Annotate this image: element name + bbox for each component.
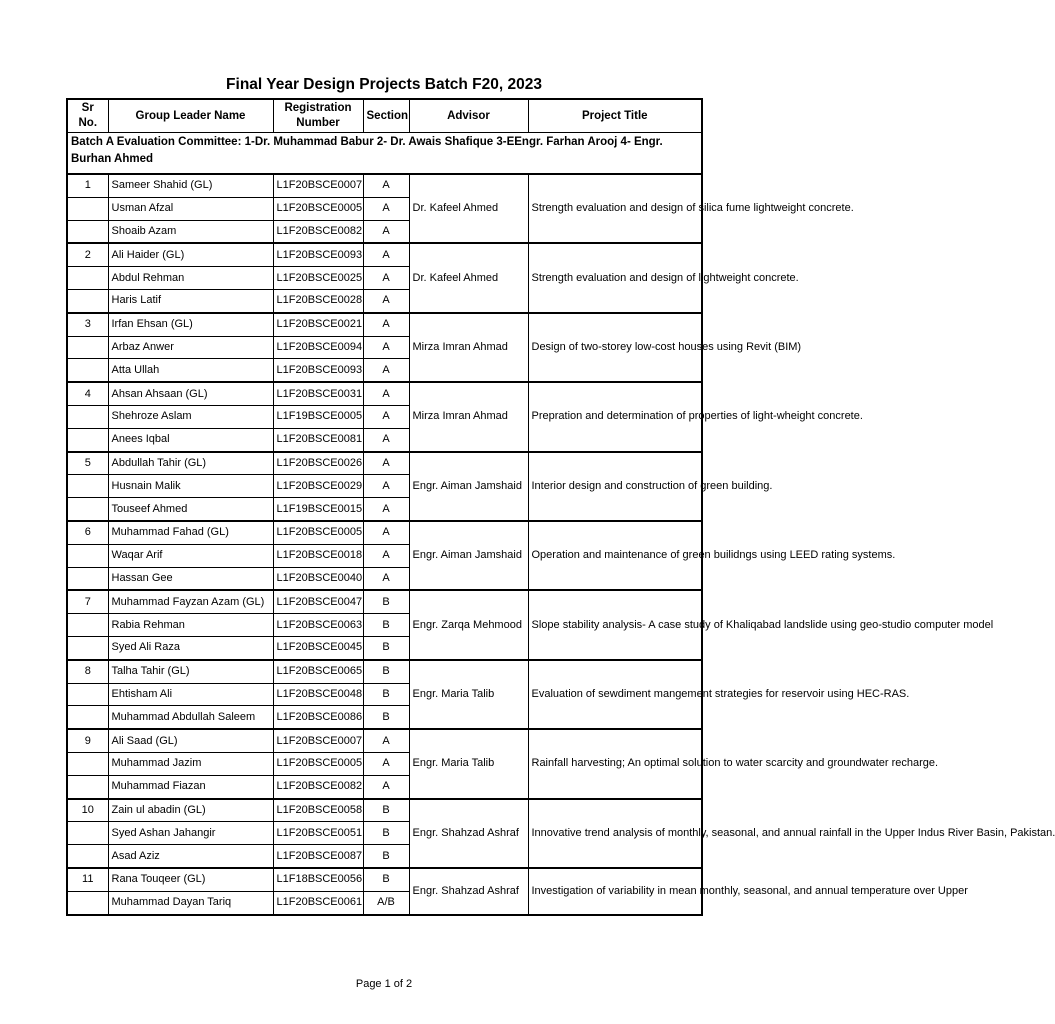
project-title-cell: Design of two-storey low-cost houses using Revit (BIM)	[528, 313, 702, 382]
advisor-cell: Engr. Maria Talib	[409, 729, 528, 798]
section-cell: A	[363, 521, 409, 544]
section-cell: A	[363, 289, 409, 312]
sr-no-empty-cell	[67, 336, 108, 359]
member-name-cell: Asad Aziz	[108, 845, 273, 868]
registration-cell: L1F20BSCE0063	[273, 614, 363, 637]
table-row	[67, 452, 702, 475]
section-cell: A	[363, 567, 409, 590]
registration-cell: L1F20BSCE0082	[273, 220, 363, 243]
registration-cell: L1F20BSCE0065	[273, 660, 363, 683]
member-name-cell: Rana Touqeer (GL)	[108, 868, 273, 891]
table-row	[67, 243, 702, 266]
advisor-cell: Engr. Maria Talib	[409, 660, 528, 729]
advisor-cell: Mirza Imran Ahmad	[409, 382, 528, 451]
section-cell: B	[363, 614, 409, 637]
member-name-cell: Sameer Shahid (GL)	[108, 174, 273, 197]
registration-cell: L1F20BSCE0093	[273, 359, 363, 382]
sr-no-empty-cell	[67, 220, 108, 243]
member-name-cell: Abdul Rehman	[108, 267, 273, 290]
registration-cell: L1F20BSCE0094	[273, 336, 363, 359]
registration-cell: L1F20BSCE0007	[273, 729, 363, 752]
registration-cell: L1F20BSCE0007	[273, 174, 363, 197]
registration-cell: L1F20BSCE0058	[273, 799, 363, 822]
sr-no-empty-cell	[67, 636, 108, 659]
member-name-cell: Shoaib Azam	[108, 220, 273, 243]
registration-cell: L1F20BSCE0026	[273, 452, 363, 475]
sr-no-empty-cell	[67, 289, 108, 312]
member-name-cell: Shehroze Aslam	[108, 405, 273, 428]
member-name-cell: Zain ul abadin (GL)	[108, 799, 273, 822]
project-title-cell: Evaluation of sewdiment mangement strategies for reservoir using HEC-RAS.	[528, 660, 702, 729]
registration-cell: L1F20BSCE0081	[273, 428, 363, 451]
header-project-title: Project Title	[528, 99, 702, 133]
registration-cell: L1F20BSCE0021	[273, 313, 363, 336]
sr-no-cell: 5	[67, 452, 108, 475]
sr-no-empty-cell	[67, 775, 108, 798]
section-cell: A	[363, 544, 409, 567]
table-row	[67, 729, 702, 752]
section-cell: A	[363, 475, 409, 498]
section-cell: A	[363, 220, 409, 243]
section-cell: A	[363, 452, 409, 475]
section-cell: A	[363, 498, 409, 521]
member-name-cell: Syed Ashan Jahangir	[108, 822, 273, 845]
header-row	[67, 99, 702, 133]
table-row	[67, 868, 702, 891]
section-cell: B	[363, 822, 409, 845]
sr-no-cell: 11	[67, 868, 108, 891]
section-cell: A/B	[363, 891, 409, 914]
section-cell: A	[363, 174, 409, 197]
registration-cell: L1F20BSCE0093	[273, 243, 363, 266]
sr-no-empty-cell	[67, 567, 108, 590]
sr-no-empty-cell	[67, 498, 108, 521]
member-name-cell: Syed Ali Raza	[108, 636, 273, 659]
project-title-cell: Strength evaluation and design of silica fume lightweight concrete.	[528, 174, 702, 243]
member-name-cell: Talha Tahir (GL)	[108, 660, 273, 683]
member-name-cell: Ali Saad (GL)	[108, 729, 273, 752]
advisor-cell: Engr. Shahzad Ashraf	[409, 868, 528, 915]
section-cell: B	[363, 799, 409, 822]
sr-no-cell: 10	[67, 799, 108, 822]
sr-no-cell: 1	[67, 174, 108, 197]
batch-label: Batch A Evaluation Committee: 1-Dr. Muhammad Babur 2- Dr. Awais Shafique 3-EEngr. Farhan Arooj 4- Engr. Burhan Ahmed	[67, 133, 702, 175]
registration-cell: L1F19BSCE0015	[273, 498, 363, 521]
member-name-cell: Muhammad Abdullah Saleem	[108, 706, 273, 729]
section-cell: A	[363, 752, 409, 775]
advisor-cell: Engr. Zarqa Mehmood	[409, 590, 528, 659]
registration-cell: L1F20BSCE0005	[273, 752, 363, 775]
registration-cell: L1F20BSCE0029	[273, 475, 363, 498]
section-cell: A	[363, 313, 409, 336]
header-advisor: Advisor	[409, 99, 528, 133]
sr-no-empty-cell	[67, 891, 108, 914]
table-row	[67, 660, 702, 683]
member-name-cell: Ahsan Ahsaan (GL)	[108, 382, 273, 405]
project-title-cell: Interior design and construction of green building.	[528, 452, 702, 521]
section-cell: A	[363, 359, 409, 382]
sr-no-empty-cell	[67, 405, 108, 428]
table-row	[67, 799, 702, 822]
advisor-cell: Engr. Aiman Jamshaid	[409, 521, 528, 590]
project-title-cell: Innovative trend analysis of monthly, seasonal, and annual rainfall in the Upper Indus River Basin, Pakistan.	[528, 799, 702, 868]
member-name-cell: Anees Iqbal	[108, 428, 273, 451]
registration-cell: L1F20BSCE0086	[273, 706, 363, 729]
sr-no-empty-cell	[67, 428, 108, 451]
registration-cell: L1F20BSCE0040	[273, 567, 363, 590]
member-name-cell: Haris Latif	[108, 289, 273, 312]
registration-cell: L1F19BSCE0005	[273, 405, 363, 428]
member-name-cell: Touseef Ahmed	[108, 498, 273, 521]
member-name-cell: Muhammad Dayan Tariq	[108, 891, 273, 914]
registration-cell: L1F20BSCE0005	[273, 521, 363, 544]
projects-table	[66, 98, 1055, 916]
sr-no-empty-cell	[67, 475, 108, 498]
section-cell: A	[363, 267, 409, 290]
page-footer: Page 1 of 2	[355, 978, 413, 990]
sr-no-cell: 3	[67, 313, 108, 336]
sr-no-cell: 4	[67, 382, 108, 405]
sr-no-empty-cell	[67, 822, 108, 845]
section-cell: B	[363, 706, 409, 729]
section-cell: A	[363, 729, 409, 752]
section-cell: A	[363, 428, 409, 451]
table-row	[67, 313, 702, 336]
member-name-cell: Abdullah Tahir (GL)	[108, 452, 273, 475]
sr-no-cell: 6	[67, 521, 108, 544]
member-name-cell: Rabia Rehman	[108, 614, 273, 637]
page-title: Final Year Design Projects Batch F20, 2023	[226, 76, 542, 93]
sr-no-empty-cell	[67, 845, 108, 868]
sr-no-cell: 8	[67, 660, 108, 683]
sr-no-cell: 9	[67, 729, 108, 752]
registration-cell: L1F20BSCE0082	[273, 775, 363, 798]
section-cell: A	[363, 336, 409, 359]
member-name-cell: Arbaz Anwer	[108, 336, 273, 359]
batch-row	[67, 133, 702, 175]
member-name-cell: Irfan Ehsan (GL)	[108, 313, 273, 336]
section-cell: B	[363, 868, 409, 891]
sr-no-empty-cell	[67, 752, 108, 775]
sr-no-empty-cell	[67, 683, 108, 706]
registration-cell: L1F18BSCE0056	[273, 868, 363, 891]
section-cell: A	[363, 197, 409, 220]
table-row	[67, 174, 702, 197]
member-name-cell: Atta Ullah	[108, 359, 273, 382]
sr-no-empty-cell	[67, 706, 108, 729]
member-name-cell: Muhammad Fahad (GL)	[108, 521, 273, 544]
registration-cell: L1F20BSCE0045	[273, 636, 363, 659]
advisor-cell: Engr. Aiman Jamshaid	[409, 452, 528, 521]
sr-no-empty-cell	[67, 544, 108, 567]
member-name-cell: Waqar Arif	[108, 544, 273, 567]
advisor-cell: Mirza Imran Ahmad	[409, 313, 528, 382]
project-title-cell: Operation and maintenance of green builidngs using LEED rating systems.	[528, 521, 702, 590]
sr-no-empty-cell	[67, 197, 108, 220]
advisor-cell: Engr. Shahzad Ashraf	[409, 799, 528, 868]
registration-cell: L1F20BSCE0018	[273, 544, 363, 567]
advisor-cell: Dr. Kafeel Ahmed	[409, 174, 528, 243]
header-sr-no: Sr No.	[67, 99, 108, 133]
member-name-cell: Usman Afzal	[108, 197, 273, 220]
registration-cell: L1F20BSCE0028	[273, 289, 363, 312]
section-cell: B	[363, 683, 409, 706]
section-cell: B	[363, 845, 409, 868]
sr-no-empty-cell	[67, 614, 108, 637]
registration-cell: L1F20BSCE0025	[273, 267, 363, 290]
member-name-cell: Husnain Malik	[108, 475, 273, 498]
project-title-cell: Slope stability analysis- A case study of Khaliqabad landslide using geo-studio computer model	[528, 590, 702, 659]
registration-cell: L1F20BSCE0087	[273, 845, 363, 868]
sr-no-cell: 7	[67, 590, 108, 613]
section-cell: B	[363, 636, 409, 659]
member-name-cell: Muhammad Fiazan	[108, 775, 273, 798]
registration-cell: L1F20BSCE0048	[273, 683, 363, 706]
table-row	[67, 521, 702, 544]
project-title-cell: Prepration and determination of properties of light-wheight concrete.	[528, 382, 702, 451]
sr-no-empty-cell	[67, 267, 108, 290]
header-registration: Registration Number	[273, 99, 363, 133]
sr-no-empty-cell	[67, 359, 108, 382]
project-title-cell: Rainfall harvesting; An optimal solution to water scarcity and groundwater recharge.	[528, 729, 702, 798]
table-row	[67, 382, 702, 405]
sr-no-cell: 2	[67, 243, 108, 266]
section-cell: A	[363, 382, 409, 405]
member-name-cell: Hassan Gee	[108, 567, 273, 590]
registration-cell: L1F20BSCE0051	[273, 822, 363, 845]
section-cell: A	[363, 405, 409, 428]
registration-cell: L1F20BSCE0061	[273, 891, 363, 914]
section-cell: A	[363, 775, 409, 798]
member-name-cell: Ali Haider (GL)	[108, 243, 273, 266]
header-section: Section	[363, 99, 409, 133]
registration-cell: L1F20BSCE0031	[273, 382, 363, 405]
member-name-cell: Ehtisham Ali	[108, 683, 273, 706]
registration-cell: L1F20BSCE0047	[273, 590, 363, 613]
section-cell: A	[363, 243, 409, 266]
member-name-cell: Muhammad Fayzan Azam (GL)	[108, 590, 273, 613]
member-name-cell: Muhammad Jazim	[108, 752, 273, 775]
project-title-cell: Investigation of variability in mean monthly, seasonal, and annual temperature over Upper	[528, 868, 702, 915]
registration-cell: L1F20BSCE0005	[273, 197, 363, 220]
section-cell: B	[363, 660, 409, 683]
section-cell: B	[363, 590, 409, 613]
header-group-leader: Group Leader Name	[108, 99, 273, 133]
project-title-cell: Strength evaluation and design of lightweight concrete.	[528, 243, 702, 312]
advisor-cell: Dr. Kafeel Ahmed	[409, 243, 528, 312]
table-row	[67, 590, 702, 613]
